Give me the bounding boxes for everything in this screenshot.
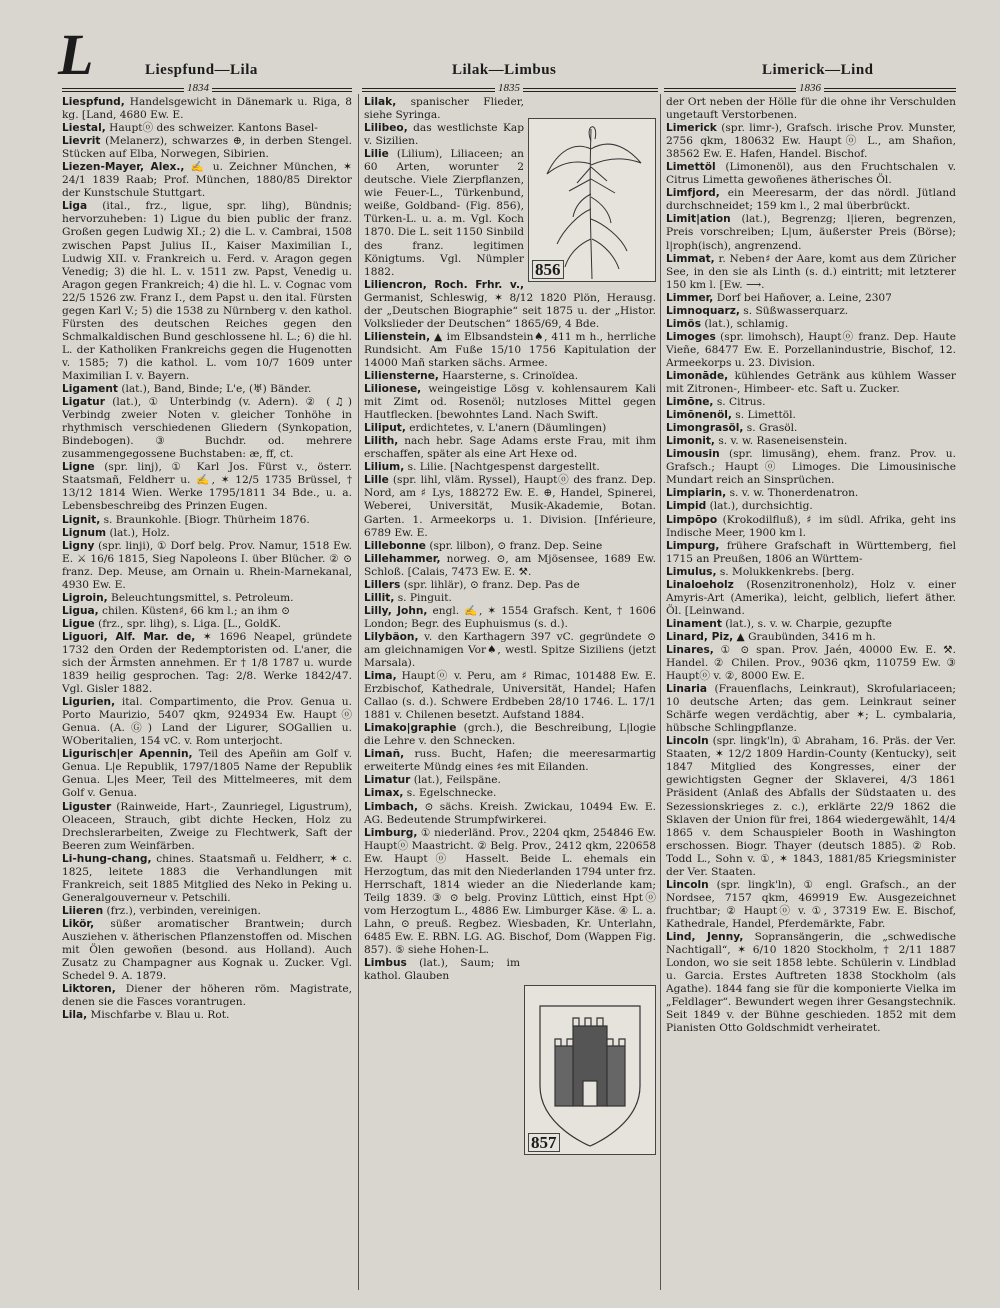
entry-text: ⊙ sächs. Kreish. Zwickau, 10494 Ew. E. AG. Bedeutende Strumpfwirkerei.	[364, 800, 656, 826]
entry-text: Hauptⓞ v. Peru, am ♯ Rimac, 101488 Ew. E. Erzbischof, Kathedrale, Universität, Handel; Hafen Callao (s. d.). Schwere Erdbeben 28/10 1746. L. 17/1 1881 v. Chilenen besetzt. Aufstand 1884.	[364, 670, 656, 722]
entry-text: der Ort neben der Hölle für die ohne ihr Verschulden ungetauft Verstorbenen.	[666, 96, 956, 122]
entry-text: Dorf bei Hañover, a. Leine, 2307	[713, 291, 892, 304]
entry-text: norweg. ⊙, am Mjösensee, 1689 Ew. Schloß. [Calais, 7473 Ew. E. ⚒.	[364, 552, 656, 578]
dictionary-entry	[62, 383, 352, 396]
entry-headword: Limmer,	[666, 291, 714, 304]
dictionary-entry	[62, 527, 352, 540]
entry-text: spanischer Flieder, siehe Syringa.	[364, 96, 524, 122]
entry-text: russ. Bucht, Hafen; die meeresarmartig erweiterte Mündg eines ♯es mit Eilanden.	[364, 748, 656, 774]
entry-text: (spr. lingk'ln), ① engl. Grafsch., an der Nordsee, 7157 qkm, 469919 Ew. Ausgezeichnet fruchtbar; ② Hauptⓞ v. ①, 37319 Ew. E. Bischof, Kathedrale, Handel, Pferdemärkte, Fabr.	[666, 878, 956, 930]
entry-headword: Limnoquarz,	[666, 304, 740, 317]
entry-text: (Rainweide, Hart-, Zaunriegel, Ligustrum), Oleaceen, Strauch, gibt dichte Hecken, Holz zu Drechslerarbeiten, Zweige zu Flechtwerk, Saft der Beeren zum Weinfärben.	[62, 800, 352, 852]
entry-headword: Limonāde,	[666, 369, 729, 382]
entry-headword: Linares,	[666, 643, 714, 656]
entry-headword: Lima,	[364, 670, 397, 683]
entry-headword: Liestal,	[62, 122, 106, 135]
dictionary-entry	[62, 918, 352, 983]
entry-headword: Likör,	[62, 917, 95, 930]
entry-text: engl. ✍, ✶ 1554 Grafsch. Kent, † 1606 London; Begr. des Euphuismus (s. d.).	[364, 604, 656, 630]
entry-headword: Ligroin,	[62, 591, 108, 604]
dictionary-entry	[364, 435, 656, 461]
dictionary-entry	[364, 540, 656, 553]
entry-headword: Lilibeo,	[364, 122, 408, 135]
entry-headword: Liliput,	[364, 422, 406, 435]
column-divider	[358, 94, 359, 1290]
entry-headword: Limit|ation	[666, 213, 731, 226]
entry-text: (spr. linj), ① Karl Jos. Fürst v., österr. Staatsmañ, Feldherr u. ✍, ✶ 12/5 1735 Brüssel, † 13/12 1814 Wien. Werke 1795/1811 34 Bde., u. a. Lebensbeschreibg des Prinzen Eugen.	[62, 461, 352, 513]
entry-text: (spr. limusäng), ehem. franz. Prov. u. Grafsch.; Hauptⓞ Limoges. Die Limousinische Mundart reich an Sinsprüchen.	[666, 448, 956, 487]
entry-headword: Limerick	[666, 122, 717, 135]
entry-text: (spr. lilbon), ⊙ franz. Dep. Seine	[425, 539, 603, 552]
entry-text: Diener der höheren röm. Magistrate, denen sie die Fasces vorantrugen.	[62, 983, 352, 1009]
entry-text: (Rosenzitronenholz), Holz v. einer Amyris-Art (Amerika), leicht, gelblich, liefert äther. Öl. [Leinwand.	[666, 578, 956, 617]
castle-coat-of-arms-icon	[525, 986, 655, 1154]
dictionary-entry	[666, 735, 956, 879]
entry-headword: Limbus	[364, 957, 407, 970]
entry-headword: Lind, Jenny,	[666, 931, 744, 943]
entry-text: (spr. linji), ① Dorf belg. Prov. Namur, 1518 Ew. E. ⚔ 16/6 1815, Sieg Napoleons I. über Blücher. ② ⊙ franz. Dep. Meuse, am Ornain u. Rhein-Marnekanal, 4930 Ew. E.	[62, 539, 352, 591]
dictionary-entry	[666, 187, 956, 213]
dictionary-entry	[62, 618, 352, 631]
entry-text: ital. Compartimento, die Prov. Genua u. Porto Maurizio, 5407 qkm, 924934 Ew. Hauptⓞ Genua. (A.Ⓖ) Land der Ligurer, SOGallien u. WOberitalien, 154 vC. v. Rom unterjocht.	[62, 696, 352, 748]
entry-headword: Lilie	[364, 148, 389, 161]
dictionary-entry	[666, 487, 956, 500]
column-divider	[660, 94, 661, 1290]
entry-headword: Liezen-Mayer, Alex.,	[62, 161, 185, 174]
dictionary-entry	[62, 161, 352, 200]
entry-headword: Li-hung-chang,	[62, 852, 152, 865]
entry-text: (Lilium), Liliaceen; an 60 Arten, worunter 2 deutsche. Viele Zierpflanzen, wie Feuer-L., Türkenbund, weiße, Goldband- (Fig. 856), Türken-L. u. a. m. Vgl. Koch 1870. Die L. seit 1150 Sinbild des franz. legitimen Königtums. Vgl. Nümpler 1882.	[364, 148, 524, 278]
entry-text: (Limonenöl), aus den Fruchtschalen v. Citrus Limetta gewoñenes ätherisches Öl.	[666, 161, 956, 187]
dictionary-entry	[666, 618, 956, 631]
entry-text: (lat.), Feilspäne.	[410, 774, 501, 787]
entry-headword: Linaloeholz	[666, 578, 734, 591]
entry-headword: Lincoln	[666, 735, 709, 748]
entry-text: (grch.), die Beschreibung, L|logie die Lehre v. den Schnecken.	[364, 722, 656, 748]
entry-headword: Limako|graphie	[364, 722, 457, 735]
entry-text: s. Grasöl.	[743, 422, 798, 435]
dictionary-entry	[364, 331, 656, 370]
entry-headword: Lilienstein,	[364, 330, 431, 343]
entry-headword: Limonit,	[666, 435, 715, 448]
entry-headword: Limfjord,	[666, 187, 720, 200]
entry-headword: Limettöl	[666, 161, 716, 174]
entry-headword: Lillit,	[364, 591, 395, 604]
dictionary-entry	[364, 370, 656, 383]
header-center: Lilak—Limbus	[452, 62, 557, 78]
entry-headword: Lilith,	[364, 435, 399, 448]
dictionary-entry	[62, 631, 352, 696]
entry-headword: Liguster	[62, 800, 112, 813]
entry-headword: Ligue	[62, 617, 95, 630]
entry-text: ✍ u. Zeichner München, ✶ 24/1 1839 Raab; Prof. München, 1880/85 Direktor der Kunstschule Stuttgart.	[62, 161, 352, 200]
dictionary-entry	[364, 579, 656, 592]
entry-headword: Lillehammer,	[364, 552, 441, 565]
lily-figure	[528, 118, 656, 282]
dictionary-entry	[62, 696, 352, 748]
dictionary-entry	[62, 200, 352, 383]
entry-headword: Lille	[364, 474, 389, 487]
entry-text: Mischfarbe v. Blau u. Rot.	[87, 1009, 230, 1022]
dictionary-entry	[666, 566, 956, 579]
dictionary-entry	[666, 514, 956, 540]
dictionary-entry	[666, 253, 956, 292]
entry-headword: Lilybäon,	[364, 630, 419, 643]
entry-text: s. Molukkenkrebs. [berg.	[716, 565, 855, 578]
dictionary-entry	[364, 774, 656, 787]
dictionary-entry	[666, 579, 956, 618]
entry-text: ein Meeresarm, der das nördl. Jütland durchschneidet; 159 km l., 2 mal überbrückt.	[666, 187, 956, 213]
dictionary-entry	[666, 644, 956, 683]
dictionary-entry	[62, 853, 352, 905]
entry-headword: Limōnenöl,	[666, 409, 732, 422]
dictionary-entry	[62, 905, 352, 918]
entry-headword: Limmat,	[666, 252, 715, 265]
dictionary-entry	[364, 592, 656, 605]
dictionary-entry	[62, 96, 352, 122]
entry-text: (lat.), s. v. w. Charpie, gezupfte	[721, 617, 892, 630]
entry-text: chilen. Küsten♯, 66 km l.; an ihm ⊙	[98, 604, 290, 617]
page-number: 1834	[184, 82, 212, 94]
dictionary-entry	[666, 213, 956, 252]
entry-headword: Limulus,	[666, 565, 717, 578]
dictionary-entry	[666, 448, 956, 487]
entry-text: nach hebr. Sage Adams erste Frau, mit ihm erschaffen, später als eine Art Hexe od.	[364, 435, 656, 461]
dictionary-entry	[62, 592, 352, 605]
entry-headword: Limpōpo	[666, 513, 718, 526]
entry-headword: Liliensterne,	[364, 369, 439, 382]
dictionary-entry	[62, 801, 352, 853]
entry-text: (lat.), Saum; im kathol. Glauben	[364, 957, 520, 983]
entry-text: frühere Grafschaft in Württemberg, fiel 1715 an Preußen, 1806 an Württem-	[666, 539, 956, 565]
dictionary-entry	[666, 422, 956, 435]
column-3	[666, 96, 956, 1296]
entry-headword: Limpiarin,	[666, 487, 727, 500]
entry-text: (spr. limohsch), Hauptⓞ franz. Dep. Haute Vieñe, 68477 Ew. E. Porzellanindustrie, Bischof, 12. Armeekorps u. 23. Division.	[666, 330, 956, 369]
entry-headword: Ligua,	[62, 604, 99, 617]
entry-text: (spr. lihlär), ⊙ franz. Dep. Pas de	[400, 578, 580, 591]
entry-headword: Liieren	[62, 904, 104, 917]
dictionary-entry	[666, 96, 956, 122]
entry-text: süßer aromatischer Brantwein; durch Ausziehen v. ätherischen Pflanzenstoffen od. Mischen mit Ölen gewoñen (besond. aus Holland). Auch Zusatz zu Champagner aus Kognak u. Zucker. Vgl. Schedel 9. A. 1879.	[62, 917, 352, 983]
dictionary-entry	[62, 605, 352, 618]
entry-headword: Linament	[666, 617, 722, 630]
entry-text: (spr. lingk'ln), ① Abraham, 16. Präs. der Ver. Staaten, ✶ 12/2 1809 Hardin-County (Kentucky), seit 1847 Mitglied des Kongresses, einer der gewichtigsten Gegner der Sklaverei, 4/3 1861 Präsident (Anlaß des Abfalls der Südstaaten u. des Sezessionskrieges z. c.), erklärte 22/9 1862 die Sklaven der Union für frei, 1864 wiedergewählt, 14/4 1865 v. dem Schauspieler Booth in Washington erschossen. Biogr. Thayer (deutsch 1885). ② Rob. Todd L., Sohn v. ①, ✶ 1843, 1881/85 Kriegsminister der Ver. Staaten.	[666, 735, 956, 878]
dictionary-entry	[364, 748, 656, 774]
entry-headword: Ligny	[62, 539, 95, 552]
entry-text: s. Braunkohle. [Biogr. Thürheim 1876.	[100, 513, 310, 526]
entry-text: chines. Staatsmañ u. Feldherr, ✶ c. 1825, leitete 1883 die Verhandlungen mit Frankreich, seit 1885 Mitglied des Neko in Peking u. Generalgouverneur v. Petschili.	[62, 852, 352, 904]
figure-number: 856	[532, 260, 564, 279]
entry-text: (Frauenflachs, Leinkraut), Skrofulariaceen; 10 deutsche Arten; das gem. Leinkraut seiner Schärfe wegen verdächtig, aber ✶; L. cymbalaria, hübsche Schlingpflanze.	[666, 683, 956, 735]
entry-headword: Linaria	[666, 683, 708, 696]
dictionary-entry	[666, 318, 956, 331]
coat-of-arms-figure	[524, 985, 656, 1155]
entry-text: Teil des Apeñin am Golf v. Genua. L|e Republik, 1797/1805 Name der Republik Genua. L|es Meer, Teil des Mittelmeeres, mit dem Golf v. Genua.	[62, 748, 352, 800]
entry-text: kühlendes Getränk aus kühlem Wasser mit Zitronen-, Himbeer- etc. Saft u. Zucker.	[666, 369, 956, 396]
dictionary-entry	[364, 670, 656, 722]
dictionary-entry	[364, 605, 656, 631]
entry-headword: Limousin	[666, 448, 720, 461]
dictionary-entry	[364, 827, 656, 957]
entry-text: ✶ 1696 Neapel, gründete 1732 den Orden der Redemptoristen od. L'aner, die sich der Ärmsten annehmen. Er † 1/8 1787 u. wurde 1839 heilig gesprochen. Tag: 2/8. Werke 1842/47. Vgl. Gisler 1882.	[62, 630, 352, 696]
entry-headword: Limoges	[666, 330, 716, 343]
dictionary-entry	[364, 631, 656, 670]
header-right: Limerick—Lind	[762, 62, 874, 78]
entry-text: Beleuchtungsmittel, s. Petroleum.	[107, 591, 294, 604]
entry-text: (spr. limr-), Grafsch. irische Prov. Munster, 2756 qkm, 180632 Ew. Hauptⓞ L., am Shañon, 38562 Ew. E. Hafen, Handel. Bischof.	[666, 122, 956, 161]
entry-headword: Lillebonne	[364, 539, 426, 552]
dictionary-entry	[666, 292, 956, 305]
entry-text: s. Egelschnecke.	[403, 787, 497, 800]
dictionary-entry	[666, 409, 956, 422]
figure-number: 857	[528, 1133, 560, 1152]
entry-text: (frz.), verbinden, vereinigen.	[103, 904, 261, 917]
entry-text: s. v. w. Thonerdenatron.	[726, 487, 859, 500]
column-2	[364, 96, 656, 1296]
section-letter: L	[58, 22, 94, 87]
entry-text: (lat.), Begrenzg; l|ieren, begrenzen, Preis vorschreiben; L|um, äußerster Preis (Börse); l|roph(isch), angrenzend.	[666, 213, 956, 252]
dictionary-entry	[666, 683, 956, 735]
entry-headword: Limpid	[666, 500, 707, 513]
entry-text: v. den Karthagern 397 vC. gegründete ⊙ am gleichnamigen Vor♠, westl. Spitze Siziliens (jetzt Marsala).	[364, 630, 656, 670]
entry-headword: Liktoren,	[62, 983, 116, 996]
dictionary-entry	[62, 540, 352, 592]
dictionary-entry	[364, 422, 656, 435]
entry-headword: Lillers	[364, 578, 401, 591]
dictionary-entry	[364, 279, 656, 331]
entry-headword: Limbach,	[364, 800, 418, 813]
entry-text: (ital., frz., ligue, spr. lihg), Bündnis; hervorzuheben: 1) Ligue du bien public der franz. Großen gegen Ludwig XI.; 2) die L. v. Cambrai, 1508 zwischen Papst Julius II., Kaiser Maximilian I., Ludwig XII. v. Frankreich u. Ferd. v. Aragon gegen Venedig; 3) die hl. L. v. 1511 zw. Papst, Venedig u. Aragon gegen Frankreich; 4) die hl. L. v. Cognac vom 22/5 1526 zw. Franz I., dem Papst u. den ital. Fürsten gegen Karl V.; 5) die 1538 zu Nürnberg v. den kathol. Fürsten des deutschen Reiches gegen den Schmalkaldischen Bund geschlossene hl. L.; 6) die hl. L. der Katholiken Frankreichs gegen die Hugenotten v. 1585; 7) die kathol. L. vom 10/7 1609 unter Maximilian I. v. Bayern.	[62, 200, 352, 382]
dictionary-entry	[666, 500, 956, 513]
entry-text: r. Neben♯ der Aare, komt aus dem Züricher See, in den sie als Linth (s. d.) eintritt; mit letzterer 150 km l. [Ew. ⟶.	[666, 252, 956, 291]
entry-text: s. v. w. Raseneisenstein.	[714, 435, 848, 448]
entry-text: (frz., spr. lihg), s. Liga. [L., GoldK.	[94, 617, 281, 630]
entry-text: Germanist, Schleswig, ✶ 8/12 1820 Plön, Herausg. der „Deutschen Biographie“ seit 1875 u. der „Histor. Volkslieder der Deutschen“ 1865/69, 4 Bde.	[364, 291, 656, 330]
dictionary-entry	[666, 931, 956, 1035]
dictionary-entry	[364, 474, 656, 539]
entry-headword: Limañ,	[364, 748, 405, 761]
entry-headword: Limax,	[364, 787, 404, 800]
entry-headword: Lincoln	[666, 878, 709, 891]
entry-headword: Limatur	[364, 774, 411, 787]
dictionary-entry	[62, 514, 352, 527]
entry-headword: Lilionese,	[364, 383, 422, 396]
dictionary-entry	[62, 983, 352, 1009]
entry-headword: Limongrasöl,	[666, 422, 744, 435]
entry-headword: Limōne,	[666, 396, 714, 409]
entry-headword: Liespfund,	[62, 96, 125, 108]
entry-headword: Linard, Piz,	[666, 630, 734, 643]
entry-text: (Krokodilfluß), ♯ im südl. Afrika, geht ins Indische Meer, 1900 km l.	[666, 513, 956, 539]
dictionary-entry	[364, 383, 656, 422]
dictionary-entry	[666, 435, 956, 448]
entry-headword: Liga	[62, 200, 88, 213]
page-number: 1835	[495, 82, 523, 94]
entry-text: ▲ im Elbsandstein♠, 411 m h., herrliche Rundsicht. Am Fuße 15/10 1756 Kapitulation der 14000 Mañ starken sächs. Armee.	[364, 330, 656, 369]
entry-headword: Ligatur	[62, 396, 105, 409]
entry-text: ① niederländ. Prov., 2204 qkm, 254846 Ew. Hauptⓞ Maastricht. ② Belg. Prov., 2412 qkm, 220658 Ew. Hauptⓞ Hasselt. Beide L. ehemals ein Herzogtum, das mit den Niederlanden 1794 unter frz. Herrschaft, 1814 wieder an die Niederlande kam; Teilg 1839. ③ ⊙ belg. Provinz Lüttich, einst Hptⓞ vom Herzogtum L., 4886 Ew. Limburger Käse. ④ L. a. Lahn, ⊙ preuß. Regbez. Wiesbaden, Kr. Unterlahn, 6485 Ew. E. RBN. LG. AG. Bischof, Dom (Wappen Fig. 857). ⑤ siehe Hohen-L.	[364, 826, 656, 957]
dictionary-entry	[666, 879, 956, 931]
entry-headword: Ligurisch|er Apennin,	[62, 748, 193, 761]
entry-headword: Liguori, Alf. Mar. de,	[62, 630, 196, 643]
entry-text: Haarsterne, s. Crinoïdea.	[438, 369, 579, 382]
entry-text: Hauptⓞ des schweizer. Kantons Basel-	[105, 122, 318, 135]
lily-flower-icon	[529, 119, 655, 281]
entry-text: (lat.), Holz.	[106, 526, 170, 539]
entry-text: s. Lilie. [Nachtgespenst dargestellt.	[404, 461, 600, 474]
dictionary-entry	[62, 748, 352, 800]
entry-text: erdichtetes, v. L'anern (Däumlingen)	[405, 422, 607, 435]
dictionary-entry	[666, 396, 956, 409]
entry-text: Sopransängerin, die „schwedische Nachtigall“, ✶ 6/10 1820 Stockholm, † 2/11 1887 London, wo sie seit 1858 lebte. Schülerin v. Lindblad u. Garcia. Erstes Auftreten 1838 Stockholm (als Agathe). 1844 fang sie für die komponierte Vielka im „Feldlager“. Bewundert wegen ihrer Gesangstechnik. Seit 1849 v. der Bühne geschieden. 1852 mit dem Pianisten Otto Goldschmidt verheiratet.	[666, 931, 956, 1035]
dictionary-entry	[364, 787, 656, 800]
entry-headword: Limös	[666, 317, 702, 330]
entry-text: (lat.), Band, Binde; L'e, (♅) Bänder.	[117, 383, 312, 396]
dictionary-entry	[666, 370, 956, 396]
dictionary-entry	[666, 331, 956, 370]
dictionary-entry	[666, 305, 956, 318]
dictionary-entry	[62, 122, 352, 135]
column-1	[62, 96, 352, 1296]
dictionary-entry	[364, 801, 656, 827]
dictionary-entry	[62, 461, 352, 513]
entry-text: weingeistige Lösg v. kohlensaurem Kali mit Zimt od. Rosenöl; nutzloses Mittel gegen Hautflecken. [bewohntes Land. Nach Swift.	[364, 383, 656, 422]
entry-headword: Liliencron, Roch. Frhr. v.,	[364, 278, 524, 291]
dictionary-entry	[364, 957, 656, 983]
entry-headword: Lilak,	[364, 96, 397, 108]
entry-headword: Limburg,	[364, 826, 418, 839]
entry-headword: Ligament	[62, 383, 118, 396]
entry-text: (lat.), durchsichtig.	[706, 500, 813, 513]
header-left: Liespfund—Lila	[145, 62, 258, 78]
dictionary-entry	[62, 135, 352, 161]
dictionary-entry	[364, 461, 656, 474]
dictionary-entry	[364, 722, 656, 748]
entry-text: s. Limettöl.	[731, 409, 796, 422]
dictionary-entry	[666, 540, 956, 566]
entry-headword: Lievrit	[62, 135, 101, 148]
entry-text: (spr. lihl, vläm. Ryssel), Hauptⓞ des franz. Dep. Nord, am ♯ Lys, 188272 Ew. E. ⊕, Handel, Spinerei, Weberei, Universität, Musik-Akademie, Botan. Garten. 1. Armeekorps u. 1. Division. [Inférieure, 6789 Ew. E.	[364, 474, 656, 539]
entry-text: das westlichste Kap v. Sizilien.	[364, 122, 524, 148]
entry-text: s. Pinguit.	[394, 591, 452, 604]
dictionary-entry	[666, 161, 956, 187]
dictionary-entry	[62, 1009, 352, 1022]
entry-headword: Lignum	[62, 526, 107, 539]
entry-text: (lat.), schlamig.	[701, 317, 789, 330]
entry-text: ▲ Graubünden, 3416 m h.	[733, 630, 876, 643]
entry-text: Handelsgewicht in Dänemark u. Riga, 8 kg. [Land, 4680 Ew. E.	[62, 96, 352, 122]
entry-headword: Ligurien,	[62, 696, 116, 709]
page-number: 1836	[796, 82, 824, 94]
dictionary-entry	[666, 631, 956, 644]
entry-headword: Lilly, John,	[364, 604, 428, 617]
entry-headword: Lila,	[62, 1009, 88, 1022]
entry-text: (Melanerz), schwarzes ⊕, in derben Stengel. Stücken auf Elba, Norwegen, Sibirien.	[62, 135, 352, 161]
entry-headword: Limpurg,	[666, 539, 720, 552]
dictionary-entry	[62, 396, 352, 461]
entry-headword: Ligne	[62, 461, 95, 474]
entry-text: s. Citrus.	[713, 396, 766, 409]
entry-text: s. Süßwasserquarz.	[739, 304, 849, 317]
entry-headword: Lignit,	[62, 513, 101, 526]
entry-headword: Lilium,	[364, 461, 405, 474]
entry-text: ① ⊙ span. Prov. Jaén, 40000 Ew. E. ⚒. Handel. ② Chilen. Prov., 9036 qkm, 110759 Ew. ③ Hauptⓞ v. ②, 8000 Ew. E.	[666, 643, 956, 683]
entry-text: (lat.), ① Unterbindg (v. Adern). ② (♫) Verbindg zweier Noten v. gleicher Tonhöhe in rhythmisch verschiedenen Gliedern (Synkopation, Bindebogen). ③ Buchdr. od. mehrere zusammengegossene Buchstaben: æ, ff, ct.	[62, 396, 352, 461]
dictionary-entry	[364, 553, 656, 579]
dictionary-entry	[666, 122, 956, 161]
